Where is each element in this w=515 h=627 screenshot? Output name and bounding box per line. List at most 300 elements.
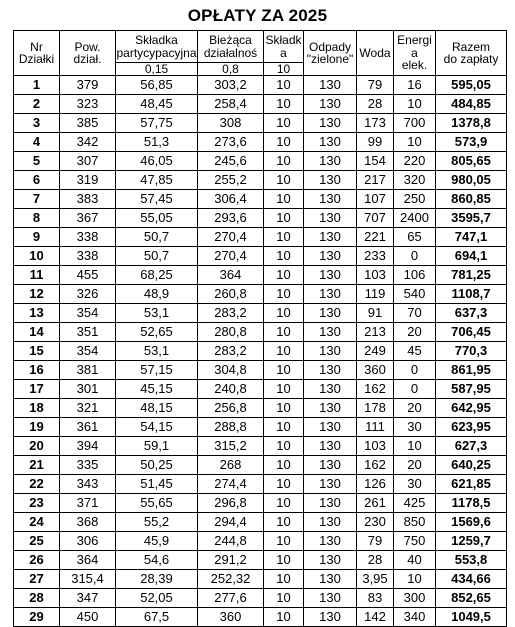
current-activity-cell: 308: [198, 114, 264, 133]
plot-number-cell: 23: [14, 494, 60, 513]
total-due-cell: 621,85: [436, 475, 507, 494]
participation-fee-cell: 57,15: [116, 361, 198, 380]
membership-fee-cell: 10: [264, 285, 304, 304]
green-waste-cell: 130: [304, 418, 357, 437]
water-cell: 249: [357, 342, 394, 361]
water-cell: 91: [357, 304, 394, 323]
total-due-cell: 1108,7: [436, 285, 507, 304]
current-activity-cell: 245,6: [198, 152, 264, 171]
current-activity-cell: 283,2: [198, 342, 264, 361]
area-cell: 455: [60, 266, 116, 285]
header-text: Pow.: [74, 39, 101, 54]
plot-number-cell: 21: [14, 456, 60, 475]
green-waste-cell: 130: [304, 95, 357, 114]
header-text: partycypacyjna: [116, 45, 197, 60]
plot-number-cell: 11: [14, 266, 60, 285]
area-cell: 319: [60, 171, 116, 190]
plot-number-cell: 28: [14, 589, 60, 608]
fee-rows: [14, 76, 507, 627]
water-cell: 107: [357, 190, 394, 209]
current-activity-cell: 252,32: [198, 570, 264, 589]
electricity-cell: 300: [394, 589, 436, 608]
plot-number-cell: 16: [14, 361, 60, 380]
total-due-cell: 623,95: [436, 418, 507, 437]
membership-fee-cell: 10: [264, 133, 304, 152]
total-due-cell: 595,05: [436, 76, 507, 95]
electricity-cell: 0: [394, 247, 436, 266]
membership-fee-cell: 10: [264, 95, 304, 114]
table-row: [14, 323, 507, 342]
total-due-cell: 642,95: [436, 399, 507, 418]
plot-number-cell: 18: [14, 399, 60, 418]
membership-fee-cell: 10: [264, 190, 304, 209]
electricity-cell: 425: [394, 494, 436, 513]
header-text: Energi: [397, 33, 432, 48]
plot-number-cell: 22: [14, 475, 60, 494]
area-cell: 347: [60, 589, 116, 608]
total-due-cell: 747,1: [436, 228, 507, 247]
membership-fee-cell: 10: [264, 608, 304, 627]
coefficient-skladka-partycypacyjna: 0,15: [116, 63, 198, 76]
total-due-cell: 637,3: [436, 304, 507, 323]
water-cell: 119: [357, 285, 394, 304]
area-cell: 338: [60, 228, 116, 247]
plot-number-cell: 17: [14, 380, 60, 399]
membership-fee-cell: 10: [264, 494, 304, 513]
current-activity-cell: 304,8: [198, 361, 264, 380]
membership-fee-cell: 10: [264, 399, 304, 418]
plot-number-cell: 25: [14, 532, 60, 551]
electricity-cell: 540: [394, 285, 436, 304]
green-waste-cell: 130: [304, 532, 357, 551]
electricity-cell: 750: [394, 532, 436, 551]
table-row: [14, 475, 507, 494]
participation-fee-cell: 53,1: [116, 304, 198, 323]
table-row: [14, 304, 507, 323]
green-waste-cell: 130: [304, 209, 357, 228]
area-cell: 450: [60, 608, 116, 627]
electricity-cell: 65: [394, 228, 436, 247]
total-due-cell: 1259,7: [436, 532, 507, 551]
area-cell: 354: [60, 342, 116, 361]
table-row: [14, 152, 507, 171]
water-cell: 28: [357, 95, 394, 114]
green-waste-cell: 130: [304, 437, 357, 456]
table-row: [14, 76, 507, 95]
green-waste-cell: 130: [304, 171, 357, 190]
current-activity-cell: 244,8: [198, 532, 264, 551]
current-activity-cell: 255,2: [198, 171, 264, 190]
plot-number-cell: 26: [14, 551, 60, 570]
area-cell: 323: [60, 95, 116, 114]
green-waste-cell: 130: [304, 228, 357, 247]
area-cell: 385: [60, 114, 116, 133]
participation-fee-cell: 28,39: [116, 570, 198, 589]
table-row: [14, 589, 507, 608]
current-activity-cell: 270,4: [198, 228, 264, 247]
plot-number-cell: 14: [14, 323, 60, 342]
area-cell: 315,4: [60, 570, 116, 589]
header-text: Nr: [30, 39, 43, 54]
page-title: OPŁATY ZA 2025: [187, 6, 328, 25]
water-cell: 154: [357, 152, 394, 171]
current-activity-cell: 273,6: [198, 133, 264, 152]
green-waste-cell: 130: [304, 114, 357, 133]
electricity-cell: 10: [394, 95, 436, 114]
total-due-cell: 627,3: [436, 437, 507, 456]
electricity-cell: 106: [394, 266, 436, 285]
participation-fee-cell: 45,9: [116, 532, 198, 551]
plot-number-cell: 9: [14, 228, 60, 247]
membership-fee-cell: 10: [264, 171, 304, 190]
table-row: [14, 190, 507, 209]
header-text: Woda: [359, 45, 391, 60]
header-text: Składk: [265, 33, 302, 47]
area-cell: 364: [60, 551, 116, 570]
current-activity-cell: 280,8: [198, 323, 264, 342]
water-cell: 707: [357, 209, 394, 228]
water-cell: 142: [357, 608, 394, 627]
total-due-cell: 1178,5: [436, 494, 507, 513]
area-cell: 306: [60, 532, 116, 551]
header-woda: [357, 31, 394, 76]
header-biezaca-dzialalnosc: [198, 31, 264, 63]
green-waste-cell: 130: [304, 589, 357, 608]
green-waste-cell: 130: [304, 190, 357, 209]
water-cell: 162: [357, 456, 394, 475]
table-row: [14, 114, 507, 133]
participation-fee-cell: 68,25: [116, 266, 198, 285]
electricity-cell: 30: [394, 475, 436, 494]
electricity-cell: 2400: [394, 209, 436, 228]
participation-fee-cell: 50,7: [116, 247, 198, 266]
water-cell: 3,95: [357, 570, 394, 589]
area-cell: 321: [60, 399, 116, 418]
participation-fee-cell: 50,25: [116, 456, 198, 475]
membership-fee-cell: 10: [264, 228, 304, 247]
current-activity-cell: 258,4: [198, 95, 264, 114]
area-cell: 394: [60, 437, 116, 456]
plot-number-cell: 13: [14, 304, 60, 323]
electricity-cell: 0: [394, 361, 436, 380]
green-waste-cell: 130: [304, 361, 357, 380]
electricity-cell: 20: [394, 323, 436, 342]
participation-fee-cell: 53,1: [116, 342, 198, 361]
green-waste-cell: 130: [304, 323, 357, 342]
total-due-cell: 706,45: [436, 323, 507, 342]
current-activity-cell: 294,4: [198, 513, 264, 532]
total-due-cell: 980,05: [436, 171, 507, 190]
table-row: [14, 361, 507, 380]
table-row: [14, 437, 507, 456]
total-due-cell: 1569,6: [436, 513, 507, 532]
area-cell: 342: [60, 133, 116, 152]
participation-fee-cell: 57,45: [116, 190, 198, 209]
electricity-cell: 250: [394, 190, 436, 209]
table-row: [14, 285, 507, 304]
membership-fee-cell: 10: [264, 361, 304, 380]
table-row: [14, 266, 507, 285]
electricity-cell: 70: [394, 304, 436, 323]
header-text: a: [280, 45, 287, 60]
fees-table: [13, 30, 507, 627]
water-cell: 230: [357, 513, 394, 532]
green-waste-cell: 130: [304, 513, 357, 532]
electricity-cell: 40: [394, 551, 436, 570]
table-row: [14, 380, 507, 399]
header-text: dział.: [73, 52, 102, 66]
water-cell: 233: [357, 247, 394, 266]
membership-fee-cell: 10: [264, 551, 304, 570]
total-due-cell: 805,65: [436, 152, 507, 171]
header-text: działalnoś: [203, 45, 258, 60]
total-due-cell: 694,1: [436, 247, 507, 266]
header-nr-dzialki: [14, 31, 60, 76]
electricity-cell: 45: [394, 342, 436, 361]
plot-number-cell: 20: [14, 437, 60, 456]
plot-number-cell: 19: [14, 418, 60, 437]
total-due-cell: 1049,5: [436, 608, 507, 627]
table-row: [14, 456, 507, 475]
plot-number-cell: 12: [14, 285, 60, 304]
membership-fee-cell: 10: [264, 589, 304, 608]
table-row: [14, 133, 507, 152]
electricity-cell: 20: [394, 399, 436, 418]
membership-fee-cell: 10: [264, 418, 304, 437]
water-cell: 79: [357, 76, 394, 95]
participation-fee-cell: 54,15: [116, 418, 198, 437]
total-due-cell: 781,25: [436, 266, 507, 285]
table-row: [14, 494, 507, 513]
plot-number-cell: 27: [14, 570, 60, 589]
current-activity-cell: 291,2: [198, 551, 264, 570]
plot-number-cell: 8: [14, 209, 60, 228]
total-due-cell: 861,95: [436, 361, 507, 380]
electricity-cell: 10: [394, 133, 436, 152]
electricity-cell: 340: [394, 608, 436, 627]
water-cell: 162: [357, 380, 394, 399]
area-cell: 367: [60, 209, 116, 228]
membership-fee-cell: 10: [264, 304, 304, 323]
area-cell: 381: [60, 361, 116, 380]
participation-fee-cell: 57,75: [116, 114, 198, 133]
electricity-cell: 20: [394, 456, 436, 475]
current-activity-cell: 270,4: [198, 247, 264, 266]
coefficient-biezaca-dzialalnosc: 0,8: [198, 63, 264, 76]
area-cell: 368: [60, 513, 116, 532]
area-cell: 383: [60, 190, 116, 209]
water-cell: 360: [357, 361, 394, 380]
current-activity-cell: 256,8: [198, 399, 264, 418]
green-waste-cell: 130: [304, 266, 357, 285]
total-due-cell: 587,95: [436, 380, 507, 399]
table-row: [14, 342, 507, 361]
participation-fee-cell: 45,15: [116, 380, 198, 399]
plot-number-cell: 10: [14, 247, 60, 266]
table-row: [14, 247, 507, 266]
participation-fee-cell: 56,85: [116, 76, 198, 95]
table-row: [14, 95, 507, 114]
coefficient-skladka: 10: [264, 63, 304, 76]
header-text: Odpady: [308, 39, 352, 54]
total-due-cell: 770,3: [436, 342, 507, 361]
water-cell: 111: [357, 418, 394, 437]
total-due-cell: 434,66: [436, 570, 507, 589]
plot-number-cell: 1: [14, 76, 60, 95]
table-row: [14, 228, 507, 247]
membership-fee-cell: 10: [264, 456, 304, 475]
membership-fee-cell: 10: [264, 209, 304, 228]
header-powierzchnia: [60, 31, 116, 76]
membership-fee-cell: 10: [264, 570, 304, 589]
header-text: Składka: [135, 33, 178, 47]
table-row: [14, 532, 507, 551]
area-cell: 343: [60, 475, 116, 494]
total-due-cell: 553,8: [436, 551, 507, 570]
green-waste-cell: 130: [304, 551, 357, 570]
water-cell: 99: [357, 133, 394, 152]
water-cell: 126: [357, 475, 394, 494]
table-row: [14, 209, 507, 228]
total-due-cell: 484,85: [436, 95, 507, 114]
membership-fee-cell: 10: [264, 532, 304, 551]
header-text: elek.: [401, 58, 428, 73]
green-waste-cell: 130: [304, 133, 357, 152]
green-waste-cell: 130: [304, 608, 357, 627]
header-skladka: [264, 31, 304, 63]
plot-number-cell: 3: [14, 114, 60, 133]
water-cell: 221: [357, 228, 394, 247]
table-row: [14, 171, 507, 190]
header-text: Bieżąca: [209, 33, 252, 47]
green-waste-cell: 130: [304, 342, 357, 361]
current-activity-cell: 283,2: [198, 304, 264, 323]
participation-fee-cell: 47,85: [116, 171, 198, 190]
total-due-cell: 860,85: [436, 190, 507, 209]
electricity-cell: 220: [394, 152, 436, 171]
green-waste-cell: 130: [304, 285, 357, 304]
total-due-cell: 640,25: [436, 456, 507, 475]
current-activity-cell: 296,8: [198, 494, 264, 513]
participation-fee-cell: 52,05: [116, 589, 198, 608]
water-cell: 103: [357, 266, 394, 285]
water-cell: 79: [357, 532, 394, 551]
current-activity-cell: 303,2: [198, 76, 264, 95]
participation-fee-cell: 55,2: [116, 513, 198, 532]
participation-fee-cell: 48,45: [116, 95, 198, 114]
area-cell: 354: [60, 304, 116, 323]
membership-fee-cell: 10: [264, 513, 304, 532]
area-cell: 301: [60, 380, 116, 399]
current-activity-cell: 306,4: [198, 190, 264, 209]
area-cell: 379: [60, 76, 116, 95]
membership-fee-cell: 10: [264, 342, 304, 361]
water-cell: 178: [357, 399, 394, 418]
participation-fee-cell: 59,1: [116, 437, 198, 456]
current-activity-cell: 360: [198, 608, 264, 627]
water-cell: 103: [357, 437, 394, 456]
table-row: [14, 418, 507, 437]
green-waste-cell: 130: [304, 494, 357, 513]
plot-number-cell: 4: [14, 133, 60, 152]
membership-fee-cell: 10: [264, 437, 304, 456]
area-cell: 361: [60, 418, 116, 437]
current-activity-cell: 274,4: [198, 475, 264, 494]
current-activity-cell: 288,8: [198, 418, 264, 437]
participation-fee-cell: 55,65: [116, 494, 198, 513]
area-cell: 326: [60, 285, 116, 304]
electricity-cell: 320: [394, 171, 436, 190]
current-activity-cell: 268: [198, 456, 264, 475]
green-waste-cell: 130: [304, 304, 357, 323]
header-text: do zapłaty: [443, 52, 499, 66]
header-odpady-zielone: [304, 31, 357, 76]
table-row: [14, 513, 507, 532]
current-activity-cell: 260,8: [198, 285, 264, 304]
membership-fee-cell: 10: [264, 76, 304, 95]
electricity-cell: 10: [394, 437, 436, 456]
current-activity-cell: 240,8: [198, 380, 264, 399]
participation-fee-cell: 50,7: [116, 228, 198, 247]
total-due-cell: 852,65: [436, 589, 507, 608]
water-cell: 217: [357, 171, 394, 190]
table-row: [14, 608, 507, 627]
membership-fee-cell: 10: [264, 323, 304, 342]
electricity-cell: 10: [394, 570, 436, 589]
membership-fee-cell: 10: [264, 475, 304, 494]
participation-fee-cell: 52,65: [116, 323, 198, 342]
electricity-cell: 700: [394, 114, 436, 133]
participation-fee-cell: 48,15: [116, 399, 198, 418]
plot-number-cell: 2: [14, 95, 60, 114]
total-due-cell: 1378,8: [436, 114, 507, 133]
header-skladka-partycypacyjna: [116, 31, 198, 63]
table-row: [14, 570, 507, 589]
plot-number-cell: 6: [14, 171, 60, 190]
participation-fee-cell: 67,5: [116, 608, 198, 627]
electricity-cell: 0: [394, 380, 436, 399]
participation-fee-cell: 46,05: [116, 152, 198, 171]
plot-number-cell: 5: [14, 152, 60, 171]
green-waste-cell: 130: [304, 76, 357, 95]
area-cell: 335: [60, 456, 116, 475]
header-text: a: [411, 45, 418, 60]
area-cell: 351: [60, 323, 116, 342]
current-activity-cell: 364: [198, 266, 264, 285]
current-activity-cell: 315,2: [198, 437, 264, 456]
area-cell: 307: [60, 152, 116, 171]
header-text: Razem: [451, 39, 490, 54]
water-cell: 213: [357, 323, 394, 342]
green-waste-cell: 130: [304, 399, 357, 418]
plot-number-cell: 15: [14, 342, 60, 361]
plot-number-cell: 29: [14, 608, 60, 627]
plot-number-cell: 24: [14, 513, 60, 532]
green-waste-cell: 130: [304, 152, 357, 171]
green-waste-cell: 130: [304, 570, 357, 589]
membership-fee-cell: 10: [264, 114, 304, 133]
membership-fee-cell: 10: [264, 380, 304, 399]
table-row: [14, 551, 507, 570]
green-waste-cell: 130: [304, 475, 357, 494]
water-cell: 83: [357, 589, 394, 608]
membership-fee-cell: 10: [264, 152, 304, 171]
header-text: "zielone": [306, 52, 354, 66]
header-row: [14, 31, 507, 63]
header-razem-do-zaplaty: [436, 31, 507, 76]
participation-fee-cell: 51,45: [116, 475, 198, 494]
green-waste-cell: 130: [304, 380, 357, 399]
